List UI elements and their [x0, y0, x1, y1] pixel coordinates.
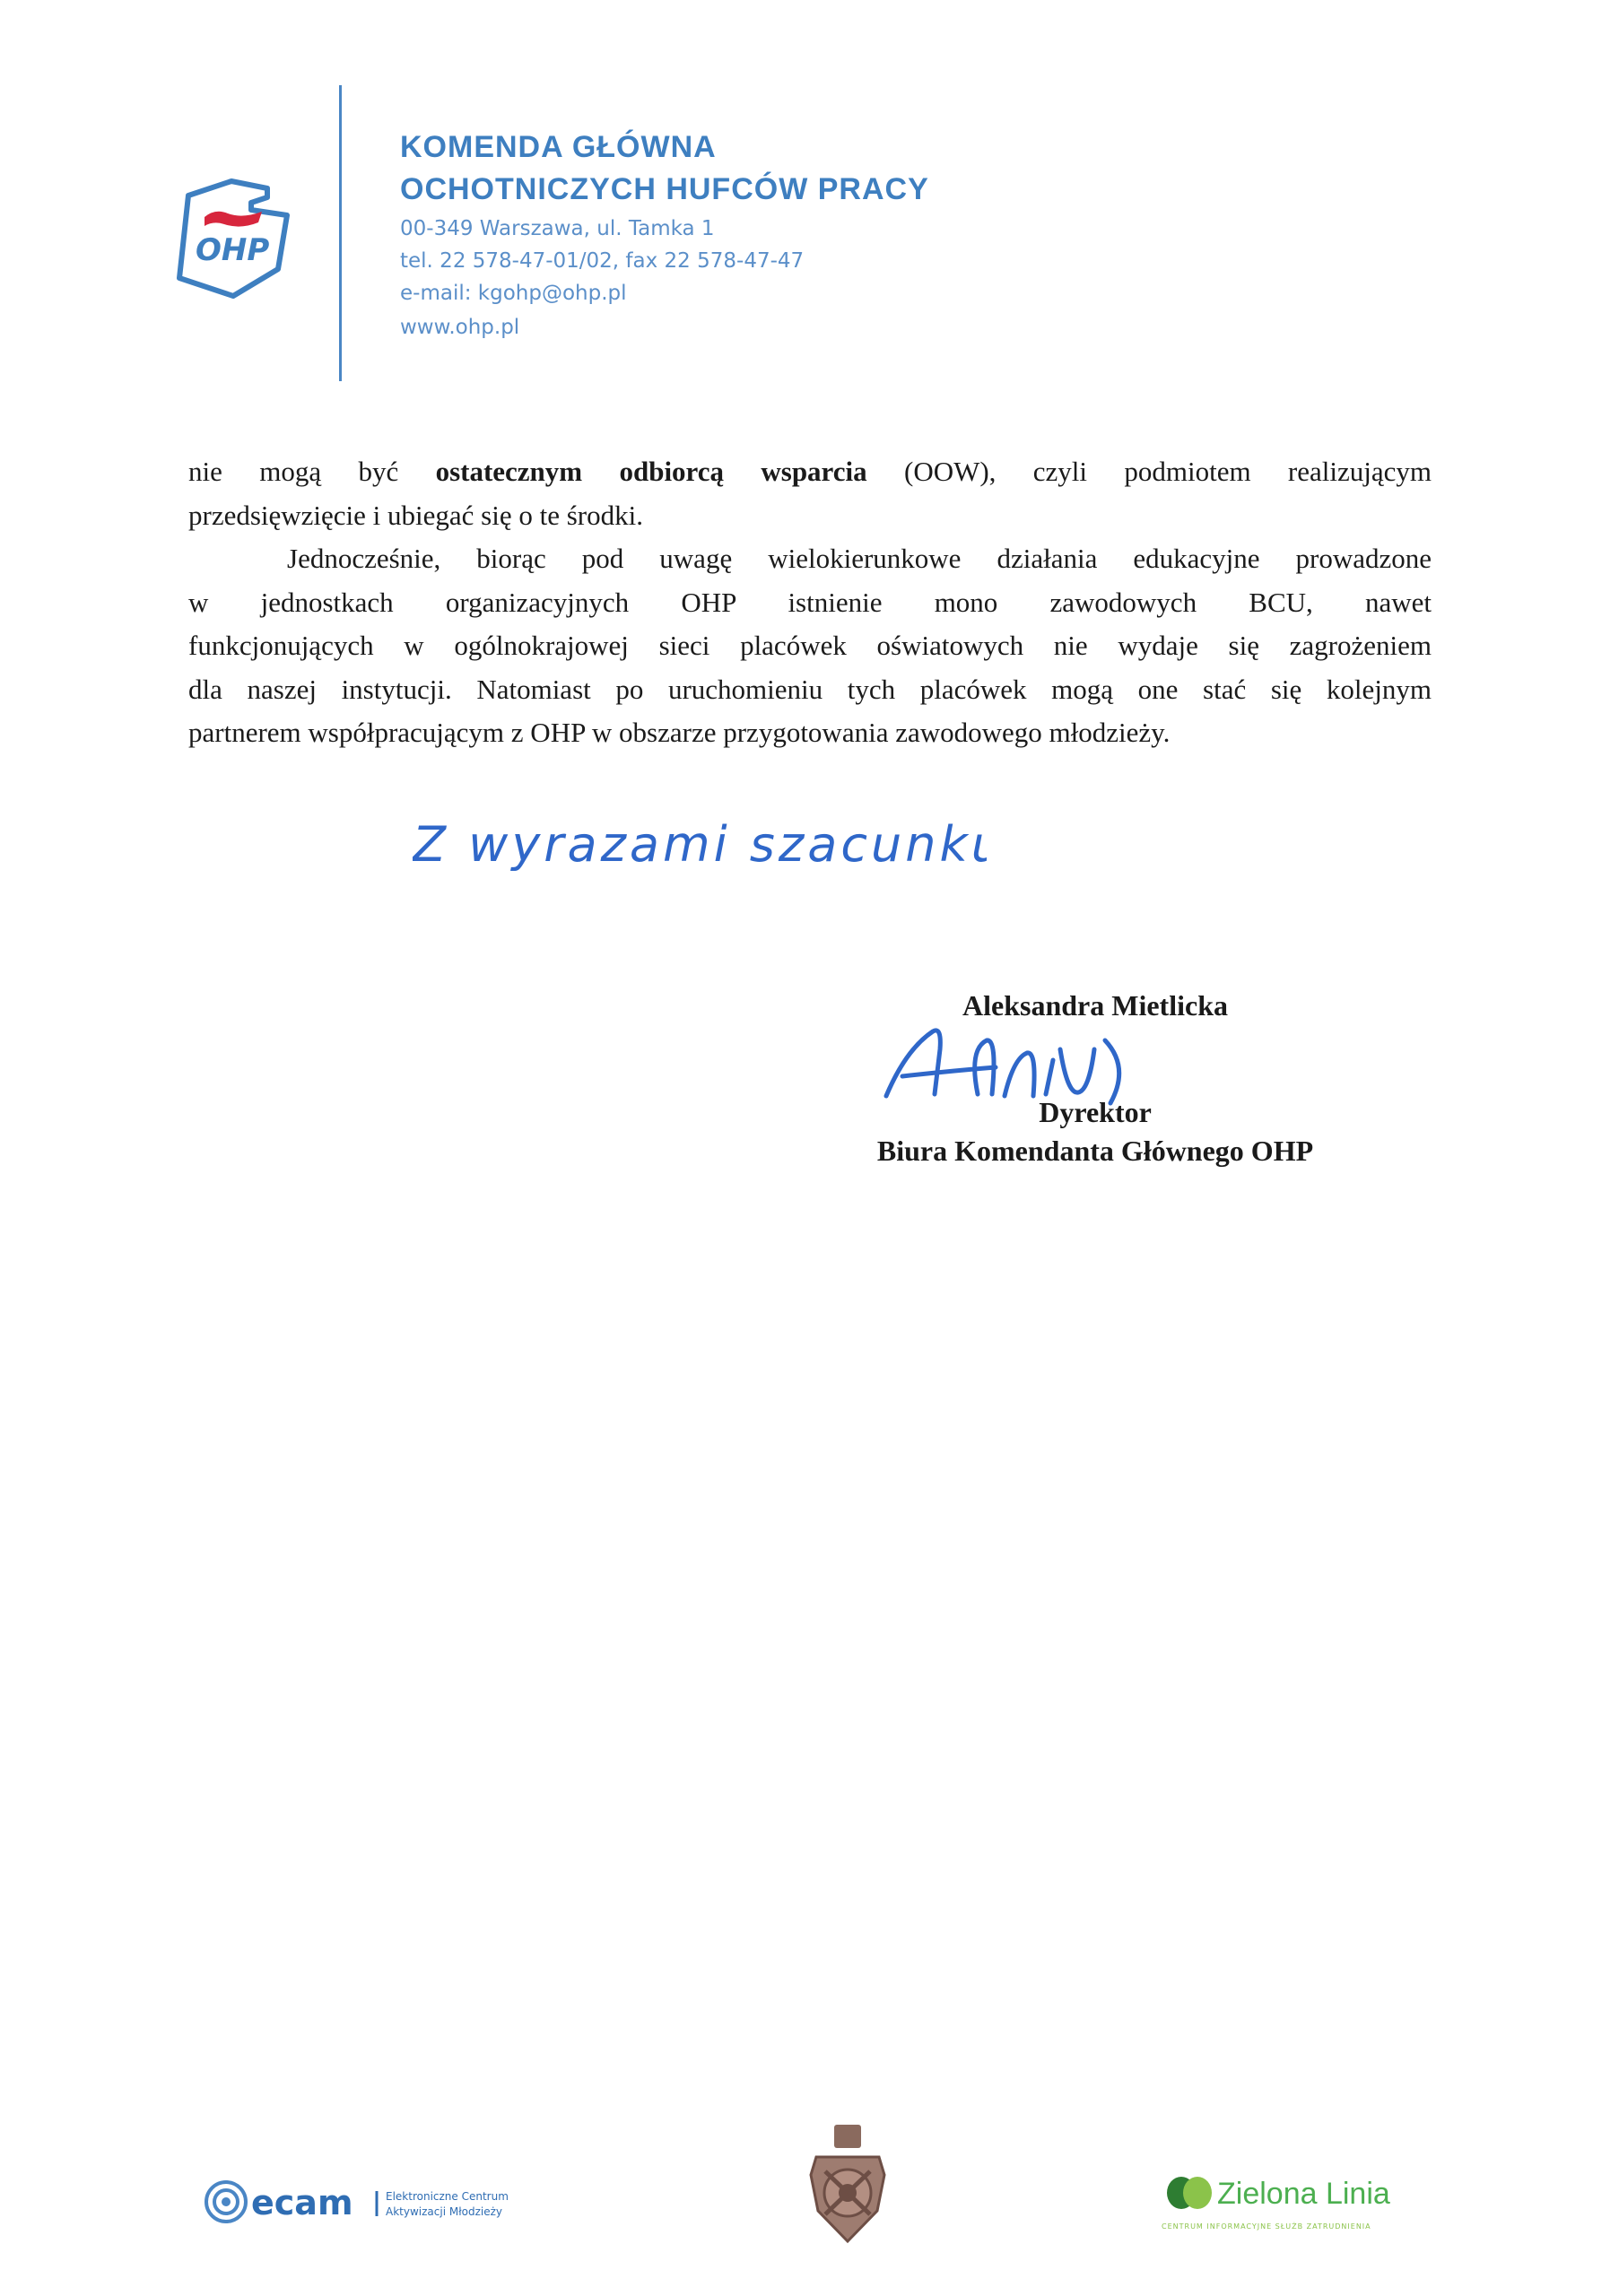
p1-bold-term: ostatecznym odbiorcą wsparcia [435, 456, 867, 487]
paragraph-1-line-1 [188, 450, 1432, 494]
zielona-linia-logo [1162, 2166, 1449, 2238]
org-website[interactable]: www.ohp.pl [400, 316, 520, 339]
p1-end: (OOW), czyli podmiotem realizującym [866, 456, 1432, 487]
handwritten-closing [413, 807, 987, 924]
signatory-name: Aleksandra Mietlicka [962, 989, 1228, 1022]
org-address: 00-349 Warszawa, ul. Tamka 1 [400, 217, 715, 240]
paragraph-2-line-4: dla naszej instytucji. Natomiast po uruchomieniu tych placówek mogą one stać się kolejnym [188, 673, 1432, 705]
logo-text: OHP [196, 232, 270, 268]
org-name-line2: OCHOTNICZYCH HUFCÓW PRACY [400, 172, 929, 206]
paragraph-2-line-1: Jednocześnie, biorąc pod uwagę wielokierunkowe działania edukacyjne prowadzone [287, 543, 1432, 574]
signatory-title: Dyrektor [1039, 1096, 1152, 1128]
ecam-desc-line2: Aktywizacji Młodzieży [386, 2205, 502, 2218]
letter-body [188, 450, 1432, 755]
ohp-logo [161, 161, 305, 305]
ohp-emblem-seal [798, 2121, 897, 2247]
zielona-desc: CENTRUM INFORMACYJNE SŁUŻB ZATRUDNIENIA [1162, 2222, 1371, 2231]
ecam-desc-line1: Elektroniczne Centrum [386, 2190, 509, 2203]
closing-text: Z wyrazami szacunku [413, 816, 987, 873]
signatory-organization: Biura Komendanta Głównego OHP [876, 1135, 1314, 1167]
paragraph-2-line-2: w jednostkach organizacyjnych OHP istnienie mono zawodowych BCU, nawet [188, 586, 1432, 618]
org-phone: tel. 22 578-47-01/02, fax 22 578-47-47 [400, 249, 805, 273]
org-email[interactable]: e-mail: kgohp@ohp.pl [400, 282, 627, 305]
zielona-brand: Zielona Linia [1217, 2177, 1390, 2211]
org-name-line1: KOMENDA GŁÓWNA [400, 130, 717, 164]
paragraph-1-line-2: przedsięwzięcie i ubiegać się o te środki. [188, 499, 643, 531]
ecam-logo [199, 2175, 540, 2229]
p1-start: nie mogą być [188, 456, 436, 487]
paragraph-2-line-5: partnerem współpracującym z OHP w obszarze przygotowania zawodowego młodzieży. [188, 717, 1171, 748]
ecam-brand: ecam [251, 2183, 353, 2222]
header-divider [339, 85, 342, 381]
paragraph-2-line-3: funkcjonujących w ogólnokrajowej sieci placówek oświatowych nie wydaje się zagrożeniem [188, 630, 1432, 661]
